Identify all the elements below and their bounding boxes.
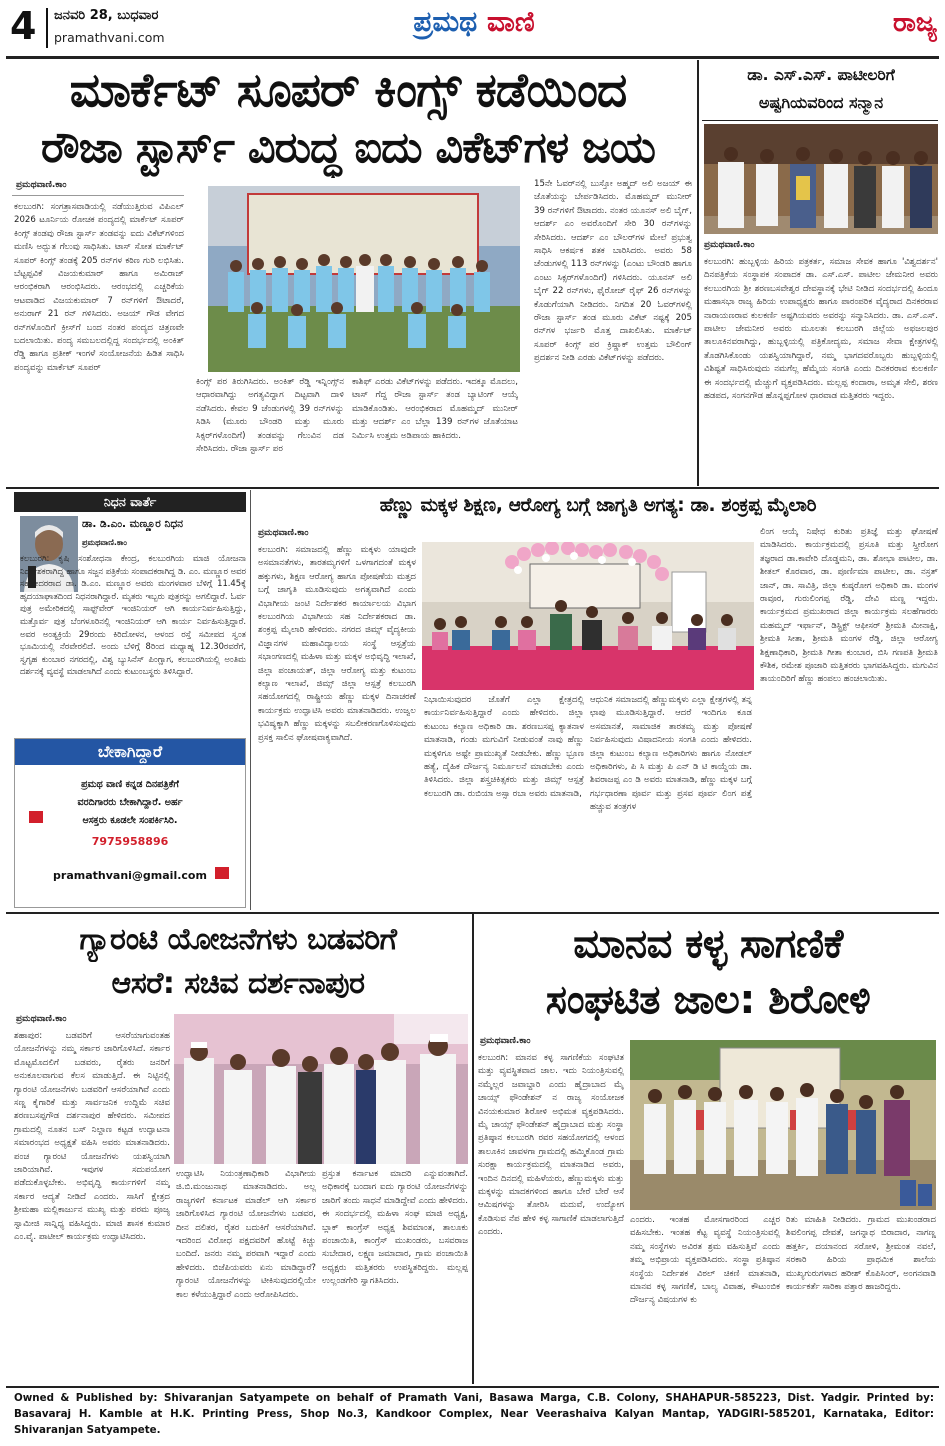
story5-headline-line1: ಮಾನವ ಕಳ್ಳ ಸಾಗಣಿಕೆ xyxy=(573,921,843,967)
story3-column-4: ಲಿಂಗ ಆಯ್ಕೆ ನಿಷೇಧ ಕುರಿತು ಪ್ರತಿಜ್ಞೆ ಮತ್ತು ಘೋಷಣೆ ಮಾಡಿಸಿದರು. ಕಾರ್ಯಕ್ರಮದಲ್ಲಿ ಪ್ರಸೂತಿ ಮತ್ತು ಸ್ತ್ರೀರೋಗ ತಜ್ಞರಾದ ಡಾ.ಕಾವೇರಿ ದೊಡ್ಡಮನಿ, ಡಾ. ಶೋಭಾ ಪಾಟೀಲ, ಡಾ. ಶೀತಲ್ ಕೊರವಾರ, ಡಾ. ಪೂರ್ಣಿಮಾ ಪಾಟೀಲ, ಡಾ. ನಸ್ರತ್ ಜಾನ್, ಡಾ. ಸಾವಿತ್ರಿ, ಜಿಲ್ಲಾ ಕುಷ್ಠರೋಗ ಅಧಿಕಾರಿ ಡಾ. ಮಂಗಳ ರಾವೂರ, ಗುರುಲಿಂಗಪ್ಪ ರೆಡ್ಡಿ, ದೇವಿ ಮಣ್ಣ ಇದ್ದರು. ಕಾರ್ಯಕ್ರಮದ ಪ್ರಮುಖರಾದ ಜಿಲ್ಲಾ ಕಾರ್ಯಕ್ರಮ ಸಲಹೆಗಾರರು ಮಹಮ್ಮದ್ ಇರ್ಫಾನ್, ಡಿಸ್ಟ್ರಿಕ್ಟ್ ಆಫೀಸರ್ ಶ್ರೀಮತಿ ಮೀನಾಕ್ಷಿ, ಶ್ರೀಮತಿ ಸೀತಾ, ಶ್ರೀಮತಿ ಮಂಗಳ ರೆಡ್ಡಿ, ಜಿಲ್ಲಾ ಆರೋಗ್ಯ ಶಿಕ್ಷಣಾಧಿಕಾರಿ, ಶ್ರೀಮತಿ ಗೀತಾ ಕುಂಬಾರ, ಬಿಸಿ ಗಣಪತಿ ಶ್ರೀಮತಿ ಕೌಶಿಕ, ರಮೇಶ ಪೂಜಾರಿ ಮತ್ತಿತರರು ಭಾಗವಹಿಸಿದ್ದರು. ಮಗುವಿನ ತಾಯಂದಿರಿಗೆ ಹೆಣ್ಣು ಹಂಪಲು ಹಂಚಲಾಯಿತು. xyxy=(760,527,938,685)
wanted-ad-line3: ಆಸಕ್ತರು ಕೂಡಲೇ ಸಂಪರ್ಕಿಸಿರಿ. xyxy=(82,815,178,826)
wanted-ad-line2: ವರದಿಗಾರರು ಬೇಕಾಗಿದ್ದಾರೆ. ಅರ್ಹ xyxy=(77,797,183,808)
story4-column-1: ಶಹಾಪುರ: ಬಡವರಿಗೆ ಆಸರೆಯಾಗುವಂತಹ ಯೋಜನೆಗಳನ್ನು ನಮ್ಮ ಸರ್ಕಾರ ಜಾರಿಗೊಳಿಸಿದೆ. ಸರ್ಕಾರ ಮೊಟ್ಟಮೊದಲಿಗೆ ಬಡವರು, ರೈತರು ಜನರಿಗೆ ಅನುಕೂಲವಾಗುವ ಕೆಲಸ ಮಾಡುತ್ತಿದೆ. ಈ ನಿಟ್ಟಿನಲ್ಲಿ ಗ್ಯಾರಂಟಿ ಯೋಜನೆಗಳು ಬಡವರಿಗೆ ಆಸರೆಯಾಗಿವೆ ಎಂದು ಸಣ್ಣ ಕೈಗಾರಿಕೆ ಮತ್ತು ಸಾರ್ವಜನಿಕ ಉದ್ದಿಮೆ ಸಚಿವ ಶರಣಬಸಪ್ಪಗೌಡ ದರ್ಶನಾಪುರ ಹೇಳಿದರು. ಸಮೀಪದ ಗ್ರಾಮದಲ್ಲಿ ನೂತನ ಬಸ್ ನಿಲ್ದಾಣ ಕಟ್ಟಡ ಉದ್ಘಾಟನಾ ಸಮಾರಂಭದ ಅಧ್ಯಕ್ಷತೆ ವಹಿಸಿ ಅವರು ಮಾತನಾಡಿದರು. ಪಂಚ ಗ್ಯಾರಂಟಿ ಯೋಜನೆಗಳು ಯಶಸ್ವಿಯಾಗಿ ಜಾರಿಯಾಗಿವೆ. ಇವುಗಳ ಸದುಪಯೋಗ ಪಡೆದುಕೊಳ್ಳಬೇಕು. ಅಭಿವೃದ್ಧಿ ಕಾರ್ಯಗಳಿಗೆ ನಮ್ಮ ಸರ್ಕಾರ ಆದ್ಯತೆ ನೀಡಿದೆ ಎಂದರು. ಸಾಸಿಗೆ ಕ್ಷೇತ್ರದ ಶ್ರೀಮಹಾ ಮಲ್ಲಿಕಾರ್ಜುನ ಮುಖ್ಯ ಮತ್ತು ಪರಮ ಪೂಜ್ಯ ಸ್ವಾಮೀಜಿ ಸಾನ್ನಿಧ್ಯ ವಹಿಸಿದ್ದರು. ಮಾಜಿ ಶಾಸಕ ಕುಮಾರ ಎಂ.ವೈ. ಪಾಟೀಲ್ ಕಾರ್ಯಕ್ರಮ ಉದ್ಘಾಟಿಸಿದರು. xyxy=(14,1031,170,1243)
story5-byline: ಪ್ರಮಥವಾಣಿ.ಕಾಂ xyxy=(480,1036,531,1046)
wanted-ad xyxy=(14,738,246,908)
story5-headline-line2: ಸಂಘಟಿತ ಜಾಲ: ಶಿರೋಳಿ xyxy=(545,977,871,1023)
story5-column-1: ಕಲಬುರಗಿ: ಮಾನವ ಕಳ್ಳ ಸಾಗಣಿಕೆಯ ಸಂಘಟಿತ ಮತ್ತು ವ್ಯವಸ್ಥಿತವಾದ ಜಾಲ. ಇದು ನಿಯಂತ್ರಿಸುವಲ್ಲಿ ನಮ್ಮೆಲ್ಲರ ಜವಾಬ್ದಾರಿ ಎಂದು ಹೈದ್ರಾಬಾದ ಮೈ ಚಾಯ್ಸ್ ಫೌಂಡೇಶನ್ ನ ರಾಜ್ಯ ಸಂಯೋಜಕ ವಿನಯಕುಮಾರ ಶಿರೋಳಿ ಅಭಿಮತ ವ್ಯಕ್ತಪಡಿಸಿದರು. ಮೈ ಚಾಯ್ಸ್ ಫೌಂಡೇಶನ್ ಹೈದ್ರಾಬಾದ ಮತ್ತು ಸಂಸ್ಥಾ ಪ್ರತಿಷ್ಠಾನ ಕಲಬುರಗಿ ರವರ ಸಹಯೋಗದಲ್ಲಿ ಆಳಂದ ತಾಲೂಕಿನ ಜಾವಳಗಾ ಗ್ರಾಮದಲ್ಲಿ ಹಮ್ಮಿಕೊಂಡ ಗ್ರಾಮ ಸುರಕ್ಷಾ ಕಾರ್ಯಕ್ರಮದಲ್ಲಿ ಮಾತನಾಡಿದ ಅವರು, ಇಂದಿನ ದಿನದಲ್ಲಿ ಮಹಿಳೆಯರು, ಹೆಣ್ಣುಮಕ್ಕಳು ಮತ್ತು ಮಕ್ಕಳನ್ನು ಮಾದಕಗಳಿಂದ ಹಾಗೂ ಬೇರೆ ಬೇರೆ ಆಸೆ ಆಮಿಷಗಳನ್ನು ತೋರಿಸಿ ಮದುವೆ, ಉದ್ಯೋಗ ಕೊಡಿಸುವ ನೆಪ ಹೇಳಿ ಕಳ್ಳ ಸಾಗಾಣಿಕೆ ಮಾಡಲಾಗುತ್ತಿದೆ ಎಂದರು. xyxy=(478,1053,624,1238)
story5-column-2: ಎಂದರು. ಇಂತಹ ಮೋಸಗಾರರಿಂದ ಎಚ್ಚರ ವಹಿಸಬೇಕು. ಇಂತಹ ಕೆಟ್ಟ ವ್ಯವಸ್ಥೆ ನಿಯಂತ್ರಿಸುವಲ್ಲಿ ನಮ್ಮ ಸಂಸ್ಥೆಗಳು ಅವಿರತ ಶ್ರಮ ವಹಿಸುತ್ತಿವೆ ಎಂದು ತಮ್ಮ ಅಭಿಪ್ರಾಯ ವ್ಯಕ್ತಪಡಿಸಿದರು. ಸಂಸ್ಥಾ ಪ್ರತಿಷ್ಠಾನ ಸಂಸ್ಥೆಯ ನಿರ್ದೇಶಕ ವಿಠಲ್ ಚಿಕಣಿ ಮಾತನಾಡಿ, ಮಾನವ ಕಳ್ಳ ಸಾಗಣಿಕೆ, ಬಾಲ್ಯ ವಿವಾಹ, ಕೌಟುಂಬಿಕ ದೌರ್ಜನ್ಯ ವಿಷಯಗಳ ಕು xyxy=(630,1215,780,1306)
masthead-rule xyxy=(6,56,939,59)
page-number-divider xyxy=(46,8,48,48)
imprint-line: Owned & Published by: Shivaranjan Satyampete on behalf of Pramath Vani, Basawa Marga, C.B. Colony, SHAHAPUR-585223, Dist. Yadgir. Printed by: Basavaraj H. Kamble at H.K. Printing Press, Shop No.3, Kandkoor Complex, Near Veerashaiva Kalyan Mantap, YADGIRI-585201, Karnataka, Editor: Shivaranjan Satyampete. xyxy=(14,1392,934,1436)
story1-byline-rule xyxy=(12,195,184,196)
newspaper-logo xyxy=(384,4,564,40)
story1-byline: ಪ್ರಮಥವಾಣಿ.ಕಾಂ xyxy=(16,180,67,190)
wanted-ad-email[interactable]: pramathvani@gmail.com xyxy=(53,869,207,882)
story3-column-1: ಕಲಬುರಗಿ: ಸಮಾಜದಲ್ಲಿ ಹೆಣ್ಣು ಮಕ್ಕಳು ಯಾವುದೇ ಅಸಮಾನತೆಗಳು, ತಾರತಮ್ಯಗಳಿಗೆ ಒಳಗಾಗದಂತೆ ಮಕ್ಕಳ ಹಕ್ಕುಗಳು, ಶಿಕ್ಷಣ ಆರೋಗ್ಯ ಹಾಗೂ ಪೋಷಣೆಯ ಮತ್ತದ ಬಗ್ಗೆ ಜಾಗೃತಿ ಮೂಡಿಸುವುದು ಅಗತ್ಯವಾಗಿದೆ ಎಂದು ವಿಭಾಗೀಯ ಜಂಟಿ ನಿರ್ದೇಶಕರ ಕಾರ್ಯಾಲಯ ವಿಭಾಗ ಕಲಬುರಗಿಯ ವಿಭಾಗೀಯ ಸಹ ನಿರ್ದೇಶಕರಾದ ಡಾ. ಶಂಕ್ರಪ್ಪ ಮೈಲಾರಿ ಹೇಳಿದರು. ನಗರದ ಜಿಮ್ಸ್ ವೈದ್ಯಕೀಯ ವಿಜ್ಞಾನಗಳ ಮಹಾವಿದ್ಯಾಲಯ ಸಂಸ್ಥೆ ಆಸ್ಪತ್ರೆಯ ಸಭಾಂಗಣದಲ್ಲಿ ಮಹಿಳಾ ಮತ್ತು ಮಕ್ಕಳ ಅಭಿವೃದ್ಧಿ ಇಲಾಖೆ, ಜಿಲ್ಲಾ ಪಂಚಾಯತ್, ಜಿಲ್ಲಾ ಆರೋಗ್ಯ ಮತ್ತು ಕುಟುಂಬ ಕಲ್ಯಾಣ ಇಲಾಖೆ, ಜಿಮ್ಸ್ ಜಿಲ್ಲಾ ಆಸ್ಪತ್ರೆ ಕಲಬುರಗಿ ಸಹಯೋಗದಲ್ಲಿ ರಾಷ್ಟ್ರೀಯ ಹೆಣ್ಣು ಮಕ್ಕಳ ದಿನಾಚರಣೆ ಕಾರ್ಯಕ್ರಮ ಉದ್ಘಾಟಿಸಿ ಅವರು ಮಾತನಾಡಿದರು. ಉಜ್ವಲ ಭವಿಷ್ಯಕ್ಕಾಗಿ ಹೆಣ್ಣು ಮಕ್ಕಳನ್ನು ಸಬಲೀಕರಣಗೊಳಿಸುವುದು ಪ್ರಸಕ್ತ ಸಾಲಿನ ಘೋಷವಾಕ್ಯವಾಗಿದೆ. xyxy=(258,545,416,743)
story1-right-divider xyxy=(697,60,699,486)
story4-byline: ಪ್ರಮಥವಾಣಿ.ಕಾಂ xyxy=(16,1014,67,1024)
section-label: ರಾಜ್ಯ xyxy=(893,8,937,38)
story1-headline-line1: ಮಾರ್ಕೆಟ್ ಸೂಪರ್ ಕಿಂಗ್ಸ್ ಕಡೆಯಿಂದ xyxy=(69,63,627,118)
obituary-section-label: ನಿಧನ ವಾರ್ತೆ xyxy=(14,492,246,512)
page-number: 4 xyxy=(10,4,37,48)
story3-byline: ಪ್ರಮಥವಾಣಿ.ಕಾಂ xyxy=(258,528,309,538)
girl-child-day-event-photo xyxy=(422,542,754,690)
story4-column-2: ಉದ್ಘಾಟಿಸಿ ನಿಯಂತ್ರಣಾಧಿಕಾರಿ ವಿಭಾಗೀಯ ಜಿ.ಬಿ.ಮಂಜುನಾಥ ಮಾತನಾಡಿದರು. ಅಲ್ಲ ರಾಜ್ಯಗಳಿಗೆ ಕರ್ನಾಟಕ ಮಾಡೆಲ್ ಆಗಿ ಸರ್ಕಾರ ಜಾರಿಗೊಳಿಸಿದ ಗ್ಯಾರಂಟಿ ಯೋಜನೆಗಳು ಬಡವರ, ದೀನ ದಲಿತರ, ರೈತರ ಬದುಕಿಗೆ ಆಸರೆಯಾಗಿವೆ. ಇದರಿಂದ ವಿರೋಧ ಪಕ್ಷದವರಿಗೆ ಹೊಟ್ಟೆ ಕಿಚ್ಚು ಬಂದಿದೆ. ಜನರು ನಮ್ಮ ಪರವಾಗಿ ಇದ್ದಾರೆ ಎಂದು ಹೇಳಿದರು. ಬಿಜೆಪಿಯವರು ಏನು ಮಾಡಿದ್ದಾರೆ? ಗ್ಯಾರಂಟಿ ಯೋಜನೆಗಳನ್ನು ಟೀಕಿಸುವುದರಲ್ಲಿಯೇ ಕಾಲ ಕಳೆಯುತ್ತಿದ್ದಾರೆ ಎಂದು ಆರೋಪಿಸಿದರು. xyxy=(176,1169,316,1300)
story4-headline-line1: ಗ್ಯಾರಂಟಿ ಯೋಜನೆಗಳು ಬಡವರಿಗೆ xyxy=(79,922,397,957)
logo-word-vani: ವಾಣಿ xyxy=(486,5,535,38)
story2-headline-line2: ಅಷ್ಟಗಿಯವರಿಂದ ಸನ್ಮಾನ xyxy=(758,93,884,112)
story4-headline-line2: ಆಸರೆ: ಸಚಿವ ದರ್ಶನಾಪುರ xyxy=(111,966,365,1001)
wanted-ad-line1: ಪ್ರಮಥ ವಾಣಿ ಕನ್ನಡ ದಿನಪತ್ರಿಕೆಗೆ xyxy=(81,779,179,790)
logo-word-pramatha: ಪ್ರಮಥ xyxy=(413,5,478,38)
story2-headline-rule xyxy=(702,120,938,121)
obituary-right-divider xyxy=(250,490,251,910)
story4-right-divider xyxy=(472,914,474,1384)
honour-ceremony-photo xyxy=(704,124,938,234)
story2-byline: ಪ್ರಮಥವಾಣಿ.ಕಾಂ xyxy=(704,240,755,250)
guarantee-event-photo xyxy=(174,1014,468,1164)
cricket-team-photo xyxy=(208,186,520,372)
website[interactable]: pramathvani.com xyxy=(54,30,165,45)
story1-column-3: ಕಾಶಿಫ್ ಎರಡು ವಿಕೆಟ್‌ಗಳನ್ನು ಪಡೆದರು. ಇದಕ್ಕೂ ಮೊದಲು, ಟಾಸ್ ಗೆದ್ದ ರೌಜಾ ಸ್ಟಾರ್ಸ್ ತಂಡ ಬ್ಯಾಟಿಂಗ್ ಆಯ್ಕೆ ಮಾಡಿಕೊಂಡಿತು. ಆರಂಭಿಕರಾದ ಮೊಹಮ್ಮದ್ ಮುನೀರ್ ಮತ್ತು ಆದರ್ಶ್ ಎಂ ಬೆಲ್ಲಾ 139 ರನ್‌ಗಳ ಜೊತೆಯಾಟ ನಿರ್ಮಿಸಿ ಉತ್ತಮ ಅಡಿಪಾಯ ಹಾಕಿದರು. xyxy=(352,377,518,441)
wanted-ad-phone[interactable]: 7975958896 xyxy=(91,835,169,848)
safe-village-program-photo xyxy=(630,1040,936,1210)
section-divider-1 xyxy=(6,487,939,489)
story1-headline-line2: ರೌಜಾ ಸ್ಟಾರ್ಸ್ ವಿರುದ್ಧ ಐದು ವಿಕೆಟ್‌ಗಳ ಜಯ xyxy=(41,123,655,173)
wanted-ad-title: ಬೇಕಾಗಿದ್ದಾರೆ xyxy=(15,739,245,765)
obituary-headline: ಡಾ. ಡಿ.ಎಂ. ಮಣ್ಣೂರ ನಿಧನ xyxy=(82,518,183,530)
issue-date: ಜನವರಿ 28, ಬುಧವಾರ xyxy=(54,8,159,23)
obituary-byline: ಪ್ರಮಥವಾಣಿ.ಕಾಂ xyxy=(82,538,127,547)
story1-column-1: ಕಲಬುರಗಿ: ಸಂಗತ್ರಾಸವಾಡಿಯಲ್ಲಿ ನಡೆಯುತ್ತಿರುವ ವಿಪಿಎಲ್ 2026 ಟೂರ್ನಿಯ ರೋಚಕ ಪಂದ್ಯದಲ್ಲಿ ಮಾರ್ಕೆಟ್ ಸೂಪರ್ ಕಿಂಗ್ಸ್ ತಂಡವು ರೌಜಾ ಸ್ಟಾರ್ಸ್ ತಂಡವನ್ನು ಐದು ವಿಕೆಟ್‌ಗಳಿಂದ ಮಣಿಸಿ ಅದ್ಭುತ ಗೆಲುವು ಸಾಧಿಸಿತು. ಟಾಸ್ ಸೋತ ಮಾರ್ಕೆಟ್ ಸೂಪರ್ ಕಿಂಗ್ಸ್ ತಂಡಕ್ಕೆ 205 ರನ್‌ಗಳ ಕಠಿಣ ಗುರಿ ಲಭಿಸಿತು. ಬೆಟ್ಟಪ್ಪವಿಕೆ ವಿಜಯಕುಮಾರ್ ಹಾಗೂ ಅಮಿರಾಜ್ ಆರಂಭಿಕರಾಗಿ ಆರಂಭಿಸಿದರು. ಆರಂಭದಲ್ಲಿ ಎಚ್ಚರಿಕೆಯ ಆಟವಾಡಿದ ವಿಜಯಕುಮಾರ್ 7 ರನ್‌ಗಳಿಗೆ ಔಟಾದರೆ, ಅನುರಾಗ್ 21 ರನ್ ಗಳಿಸಿದರು. ಅಜಯ್ ಗೌಡ ವೇಗದ ರನ್‌ಗಳೊಂದಿಗೆ ಕ್ರೀಸ್‌ಗೆ ಬಂದ ನಂತರ ಪಂದ್ಯದ ಚಿತ್ರಣವೇ ಬದಲಾಯಿತು. ಪಂದ್ಯ ಸಮಬಲದಲ್ಲಿದ್ದ ಸಂದರ್ಭದಲ್ಲಿ ಅಂಕಿತ್ ರೆಡ್ಡಿ ಹಾಗೂ ಪ್ರತೀಕ್ ಇಂಗಳೆ ಸಂಯೋಜನೆಯ ಹಿಡಿತ ಸಾಧಿಸಿ ಪಂದ್ಯವನ್ನು ಮಾರ್ಕೆಟ್ ಸೂಪರ್ xyxy=(14,202,184,373)
story1-column-2: ಕಿಂಗ್ಸ್ ಪರ ತಿರುಗಿಸಿದರು. ಅಂಕಿತ್ ರೆಡ್ಡಿ ಇನ್ನಿಂಗ್ಸ್‌ನ ಆಧಾರವಾಗಿದ್ದು ಅಗತ್ಯವಿದ್ದಾಗ ದಿಟ್ಟವಾಗಿ ದಾಳಿ ನಡೆಸಿದರು. ಕೇವಲ 9 ಚೆಂಡುಗಳಲ್ಲಿ 39 ರನ್‌ಗಳನ್ನು ಸಿಡಿಸಿ (ಮೂರು ಬೌಂಡರಿ ಮತ್ತು ಮೂರು ಸಿಕ್ಸರ್‌ಗಳೊಂದಿಗೆ) ತಂಡವನ್ನು ಗೆಲುವಿನ ದಡ ಸೇರಿಸಿದರು. ರೌಜಾ ಸ್ಟಾರ್ಸ್ ಪರ xyxy=(196,377,344,455)
story3-column-2: ನಿಭಾಯಿಸುವುದರ ಜೊತೆಗೆ ಎಲ್ಲಾ ಕ್ಷೇತ್ರದಲ್ಲಿ ಕಾರ್ಯನಿರ್ವಹಿಸುತ್ತಿದ್ದಾರೆ ಎಂದು ಹೇಳಿದರು. ಜಿಲ್ಲಾ ಕುಟುಂಬ ಕಲ್ಯಾಣ ಅಧಿಕಾರಿ ಡಾ. ಶರಣಬಸಪ್ಪ ಕ್ಯಾತನಾಳ ಮಾತನಾಡಿ, ಗಂಡು ಮಗುವಿಗೆ ನೀಡುವಂತೆ ನಾವು ಹೆಣ್ಣು ಮಕ್ಕಳಿಗೂ ಅಷ್ಟೇ ಪ್ರಾಮುಖ್ಯತೆ ನೀಡಬೇಕು. ಹೆಣ್ಣು ಭ್ರೂಣ ಹತ್ಯೆ, ದೈಹಿಕ ದೌರ್ಜನ್ಯ ನಿರ್ಮೂಲನೆ ಮಾಡಬೇಕು ಎಂದು ತಿಳಿಸಿದರು. ಜಿಲ್ಲಾ ಶಸ್ತ್ರಚಿಕಿತ್ಸಕರು ಮತ್ತು ಜಿಮ್ಸ್ ಆಸ್ಪತ್ರೆ ಕಲಬುರಗಿ ಡಾ. ರುಬಿಯಾ ಅಸ್ಸಾ ರಬಾ ಅವರು ಮಾತನಾಡಿ, xyxy=(424,695,584,799)
imprint-rule xyxy=(6,1386,939,1388)
story5-column-3: ರಿತು ಮಾಹಿತಿ ನೀಡಿದರು. ಗ್ರಾಮದ ಮುಖಂಡರಾದ ಶಿವಲಿಂಗಪ್ಪ ದೇವತೆ, ಜಗನ್ನಾಥ ಬಿರಾದಾರ, ನಾಗಣ್ಣ ಹತ್ತರ್ಕಿ, ದಯಾನಂದ ಸರೋಳಿ, ಶ್ರೀಮಂತ ನವಲೆ, ಸರಕಾರಿ ಹಿರಿಯ ಪ್ರಾಥಮಿಕ ಶಾಲೆಯ ಮುಖ್ಯಗುರುಗಳಾದ ಹರೀಶ್ ಕೊಪಿಸಿಂರ್, ಅಂಗನವಾಡಿ ಕಾರ್ಯಕರ್ತೆ ಸಾರಿಕಾ ಪತ್ತಾರ ಹಾಜರಿದ್ದರು. xyxy=(786,1215,936,1293)
obituary-body: ಕಲಬುರಗಿ: ಕೃಷಿ ಸಂಶೋಧನಾ ಕೇಂದ್ರ, ಕಲಬುರಗಿಯ ಮಾಜಿ ಯೋಜನಾ ನಿರ್ದೇಶಕರಾಗಿದ್ದ ಹಾಗೂ ಸಜ್ಜನ ಪತ್ರಿಕೆಯ ಸಂಪಾದಕರಾಗಿದ್ದ ಡಿ. ಎಂ. ಮಣ್ಣೂರ ಅವರ ಸಹೋದರರಾದ ಡಾ. ಡಿ.ಎಂ. ಮಣ್ಣೂರ ಅವರು ಮಂಗಳವಾರ ಬೆಳಿಗ್ಗೆ 11.45ಕ್ಕೆ ಹೃದಯಾಘಾತದಿಂದ ನಿಧನರಾಗಿದ್ದಾರೆ. ಮೃತರು ಇಬ್ಬರು ಪುತ್ರರನ್ನು ಅಗಲಿದ್ದಾರೆ. ಓರ್ವ ಪುತ್ರ ಅಮೇರಿಕದಲ್ಲಿ ಸಾಫ್ಟ್‌ವೇರ್ ಇಂಜಿನಿಯರ್ ಆಗಿ ಕಾರ್ಯನಿರ್ವಹಿಸುತ್ತಿದ್ದು, ಮತ್ತೊರ್ವ ಪುತ್ರ ಬೆಂಗಳೂರಿನಲ್ಲಿ ಇಂಜಿನಿಯರ್ ಆಗಿ ಕಾರ್ಯ ನಿರ್ವಹಿಸುತ್ತಿದ್ದಾರೆ. ಅವರ ಅಂತ್ಯಕ್ರಿಯೆ 29ರಂದು ಕಿರಿದೋಳನ, ಆಳಂದ ರಸ್ತೆ ಸಮೀಪದ ಸ್ವಂತ ಭೂಮಿಯಲ್ಲಿ ನೆರವೇರಲಿದೆ. ಅಂದು ಬೆಳಿಗ್ಗೆ 8ರಿಂದ ಮಧ್ಯಾಹ್ನ 12.30ರವರೆಗೆ, ಸ್ವಗೃಹ ಕುಂಬಾರ ನಗರದಲ್ಲಿ, ವಿಶ್ವ ಬ್ಯುಸಿನೆಸ್ ಪಿಂಗ್ಷಾಗ, ಕಲಬುರಗಿಯಲ್ಲಿ ಅಂತಿಮ ದರ್ಶನಕ್ಕೆ ವ್ಯವಸ್ಥೆ ಮಾಡಲಾಗಿದೆ ಎಂದು ಕುಟುಂಬಸ್ಥರು ತಿಳಿಸಿದ್ದಾರೆ. xyxy=(20,553,246,677)
story4-column-3: ಪ್ರಸ್ತುತ ಕರ್ನಾಟಕ ಮಾದರಿ ಎನ್ನುವಂತಾಗಿದೆ. ಅಧಿಕಾರಕ್ಕೆ ಬಂದಾಗ ಐದು ಗ್ಯಾರಂಟಿ ಯೋಜನೆಗಳನ್ನು ಜಾರಿಗೆ ತಂದು ಸಾಧನೆ ಮಾಡಿದ್ದೇವೆ ಎಂದು ಹೇಳಿದರು. ಈ ಸಂದರ್ಭದಲ್ಲಿ ಮಹಿಳಾ ಸಂಘ ಮಾಜಿ ಅಧ್ಯಕ್ಷ, ಬ್ಲಾಕ್ ಕಾಂಗ್ರೆಸ್ ಅಧ್ಯಕ್ಷ ಶಿವಮಾಂತ, ತಾಲೂಕು ಪಂಚಾಯಿತಿ, ಕಾಂಗ್ರೆಸ್ ಮುಖಂಡರು, ಬಸವರಾಜ ಸುಬೇದಾರ, ಲಕ್ಷ್ಮಣ ಜಮಾದಾರ, ಗ್ರಾಮ ಪಂಚಾಯಿತಿ ಅಧ್ಯಕ್ಷರು ಮತ್ತಿತರರು ಉಪಸ್ಥಿತರಿದ್ದರು. ಮಲ್ಲಪ್ಪ ಉಲ್ಲಂಡಗೇರಿ ಸ್ವಾಗತಿಸಿದರು. xyxy=(322,1169,468,1287)
story1-column-4: 15ನೇ ಓವರ್‌ನಲ್ಲಿ ಬುಸ್ತೋ ಅಹ್ಮದ್ ಅಲಿ ಅಜಯ್ ಈ ಜೊತೆಯನ್ನು ಬೇರ್ಪಡಿಸಿದರು. ಮೊಹಮ್ಮದ್ ಮುನೀರ್ 39 ರನ್‌ಗಳಿಗೆ ಔಟಾದರು. ನಂತರ ಯೂನಸ್ ಅಲಿ ಬೈಗ್, ಆದರ್ಶ್ ಎಂ ಅವರೊಂದಿಗೆ ಸೇರಿ 30 ರನ್‌ಗಳನ್ನು ಸೇರಿಸಿದರು. ಆದರ್ಶ್ ಎಂ ಬೌಲರ್‌ಗಳ ಮೇಲೆ ಪ್ರಭುತ್ವ ಸಾಧಿಸಿ ಆಕರ್ಷಕ ಶತಕ ಬಾರಿಸಿದರು. ಅವರು 58 ಚೆಂಡುಗಳಲ್ಲಿ 113 ರನ್‌ಗಳನ್ನು (ಎಂಟು ಬೌಂಡರಿ ಹಾಗೂ ಎಂಟು ಸಿಕ್ಸರ್‌ಗಳೊಂದಿಗೆ) ಗಳಿಸಿದರು. ಯೂನಸ್ ಅಲಿ ಬೈಗ್ 22 ರನ್‌ಗಳು, ಫೈರೋಜ್ ರೈಫ್ 26 ರನ್‌ಗಳನ್ನು ಕೊಡುಗೆಯಾಗಿ ನೀಡಿದರು. ನಿಗದಿತ 20 ಓವರ್‌ಗಳಲ್ಲಿ ರೌಜಾ ಸ್ಟಾರ್ಸ್ ತಂಡ ಮೂರು ವಿಕೆಟ್ ನಷ್ಟಕ್ಕೆ 205 ರನ್‌ಗಳ ಭರ್ಜರಿ ಮೊತ್ತ ದಾಖಲಿಸಿತು. ಮಾರ್ಕೆಟ್ ಸೂಪರ್ ಕಿಂಗ್ಸ್ ಪರ ಕ್ರಿಷ್ಣಾಕ್ ಉತ್ತಮ ಬೌಲಿಂಗ್ ಪ್ರದರ್ಶನ ನೀಡಿ ಎರಡು ವಿಕೆಟ್‌ಗಳನ್ನು ಪಡೆದರು. xyxy=(534,179,692,364)
story3-headline: ಹೆಣ್ಣು ಮಕ್ಕಳ ಶಿಕ್ಷಣ, ಆರೋಗ್ಯ ಬಗ್ಗೆ ಜಾಗೃತಿ ಅಗತ್ಯ: ಡಾ. ಶಂಕ್ರಪ್ಪ ಮೈಲಾರಿ xyxy=(379,495,817,516)
story3-column-3: ಆಧುನಿಕ ಸಮಾಜದಲ್ಲಿ ಹೆಣ್ಣುಮಕ್ಕಳು ಎಲ್ಲಾ ಕ್ಷೇತ್ರಗಳಲ್ಲಿ ತನ್ನ ಛಾಪು ಮೂಡಿಸುತ್ತಿದ್ದಾರೆ. ಆದರೆ ಇಂದಿಗೂ ಕೂಡ ಅಸಮಾನತೆ, ಸಾಮಾಜಿಕ ತಾರತಮ್ಯ ಮತ್ತು ಪೋಷಣೆ ನಿರ್ವಹಿಸುವುದು ವಿಷಾದನೀಯ ಸಂಗತಿ ಎಂದು ಹೇಳಿದರು. ಜಿಲ್ಲಾ ಕುಟುಂಬ ಕಲ್ಯಾಣ ಅಧಿಕಾರಿಗಳು ಹಾಗೂ ನೋಡಲ್ ಅಧಿಕಾರಿಗಳು, ಪಿ ಸಿ ಮತ್ತು ಪಿ ಎನ್ ಡಿ ಟಿ ಕಾಯ್ದೆಯ ಡಾ. ಶಿವರಾಜಪ್ಪ ಎಂ ಡಿ ಅವರು ಮಾತನಾಡಿ, ಹೆಣ್ಣು ಮಕ್ಕಳ ಬಗ್ಗೆ ಗರ್ಭಧಾರಣಾ ಪೂರ್ವ ಮತ್ತು ಪ್ರಸವ ಪೂರ್ವ ಲಿಂಗ ಪತ್ತೆ ಹಚ್ಚುವ ತಂತ್ರಗಳ xyxy=(590,695,752,813)
story2-body: ಕಲಬುರಗಿ: ಹುಬ್ಬಳ್ಳಿಯ ಹಿರಿಯ ಪತ್ರಕರ್ತ, ಸಮಾಜ ಸೇವಕ ಹಾಗೂ 'ವಿಶ್ವದರ್ಶನ' ದಿನಪತ್ರಿಕೆಯ ಸಂಸ್ಥಾಪಕ ಸಂಪಾದಕ ಡಾ. ಎಸ್.ಎಸ್. ಪಾಟೀಲ ಜೇಮನೀರ ಅವರು ಕಲಬುರಗಿಯ ಶ್ರೀ ಶರಣಬಸವೇಶ್ವರ ದೇವಸ್ಥಾನಕ್ಕೆ ಭೇಟಿ ನೀಡಿದ ಸಂದರ್ಭದಲ್ಲಿ ಹಿಂದೂ ಮಹಾಸಭಾ ರಾಜ್ಯ ಹಿರಿಯ ಉಪಾಧ್ಯಕ್ಷರು ಹಾಗೂ ಪಾರಂಪರಿಕ ವೈದ್ಯರಾದ ದಿನಕರರಾವ ನಾರಾಯಣರಾವ ಕುಲಕರ್ಣಿ ಅಷ್ಟಗಿಯವರು ಅವರನ್ನು ಸನ್ಮಾನಿಸಿದರು. ಡಾ. ಎಸ್.ಎಸ್. ಪಾಟೀಲ ಜೇಮನೀರ ಅವರು ಮೂಲತಃ ಕಲಬುರಗಿ ಜಿಲ್ಲೆಯ ಅಫಜಲಪುರ ತಾಲೂಕಿನವರಾಗಿದ್ದು, ಹುಬ್ಬಳ್ಳಿಯಲ್ಲಿ ಪತ್ರಿಕೋದ್ಯಮ, ಸಮಾಜ ಸೇವಾ ಕ್ಷೇತ್ರಗಳಲ್ಲಿ ತೊಡಗಿಸಿಕೊಂಡು ಯಶಸ್ವಿಯಾಗಿದ್ದಾರೆ, ನಮ್ಮ ಭಾಗದವರೊಬ್ಬರು ಹುಬ್ಬಳ್ಳಿಯಲ್ಲಿ ವಿಶಿಷ್ಟತೆ ಸಾಧಿಸಿರುವುದು ನಮಗೆಲ್ಲ ಹೆಮ್ಮೆಯ ಸಂಗತಿ ಎಂದು ದಿನಕರರಾವ ಕುಲಕರ್ಣಿ ಈ ಸಂದರ್ಭದಲ್ಲಿ ಮೆಚ್ಚುಗೆ ವ್ಯಕ್ತಪಡಿಸಿದರು. ಮಲ್ಲಪ್ಪ ಕಂದಾರಾ, ಅಮೃತ ಸೇಲಿ, ಶರಣ ಹಡಪದ, ಸಂಗನಗೌಡ ಹೊನ್ನಪ್ಪಗೋಳ ಧಾರವಾಡ ಮತ್ತಿತರರು ಇದ್ದರು. xyxy=(704,257,938,402)
masthead xyxy=(0,0,945,58)
story2-headline-line1: ಡಾ. ಎಸ್.ಎಸ್. ಪಾಟೀಲರಿಗೆ xyxy=(747,66,895,84)
